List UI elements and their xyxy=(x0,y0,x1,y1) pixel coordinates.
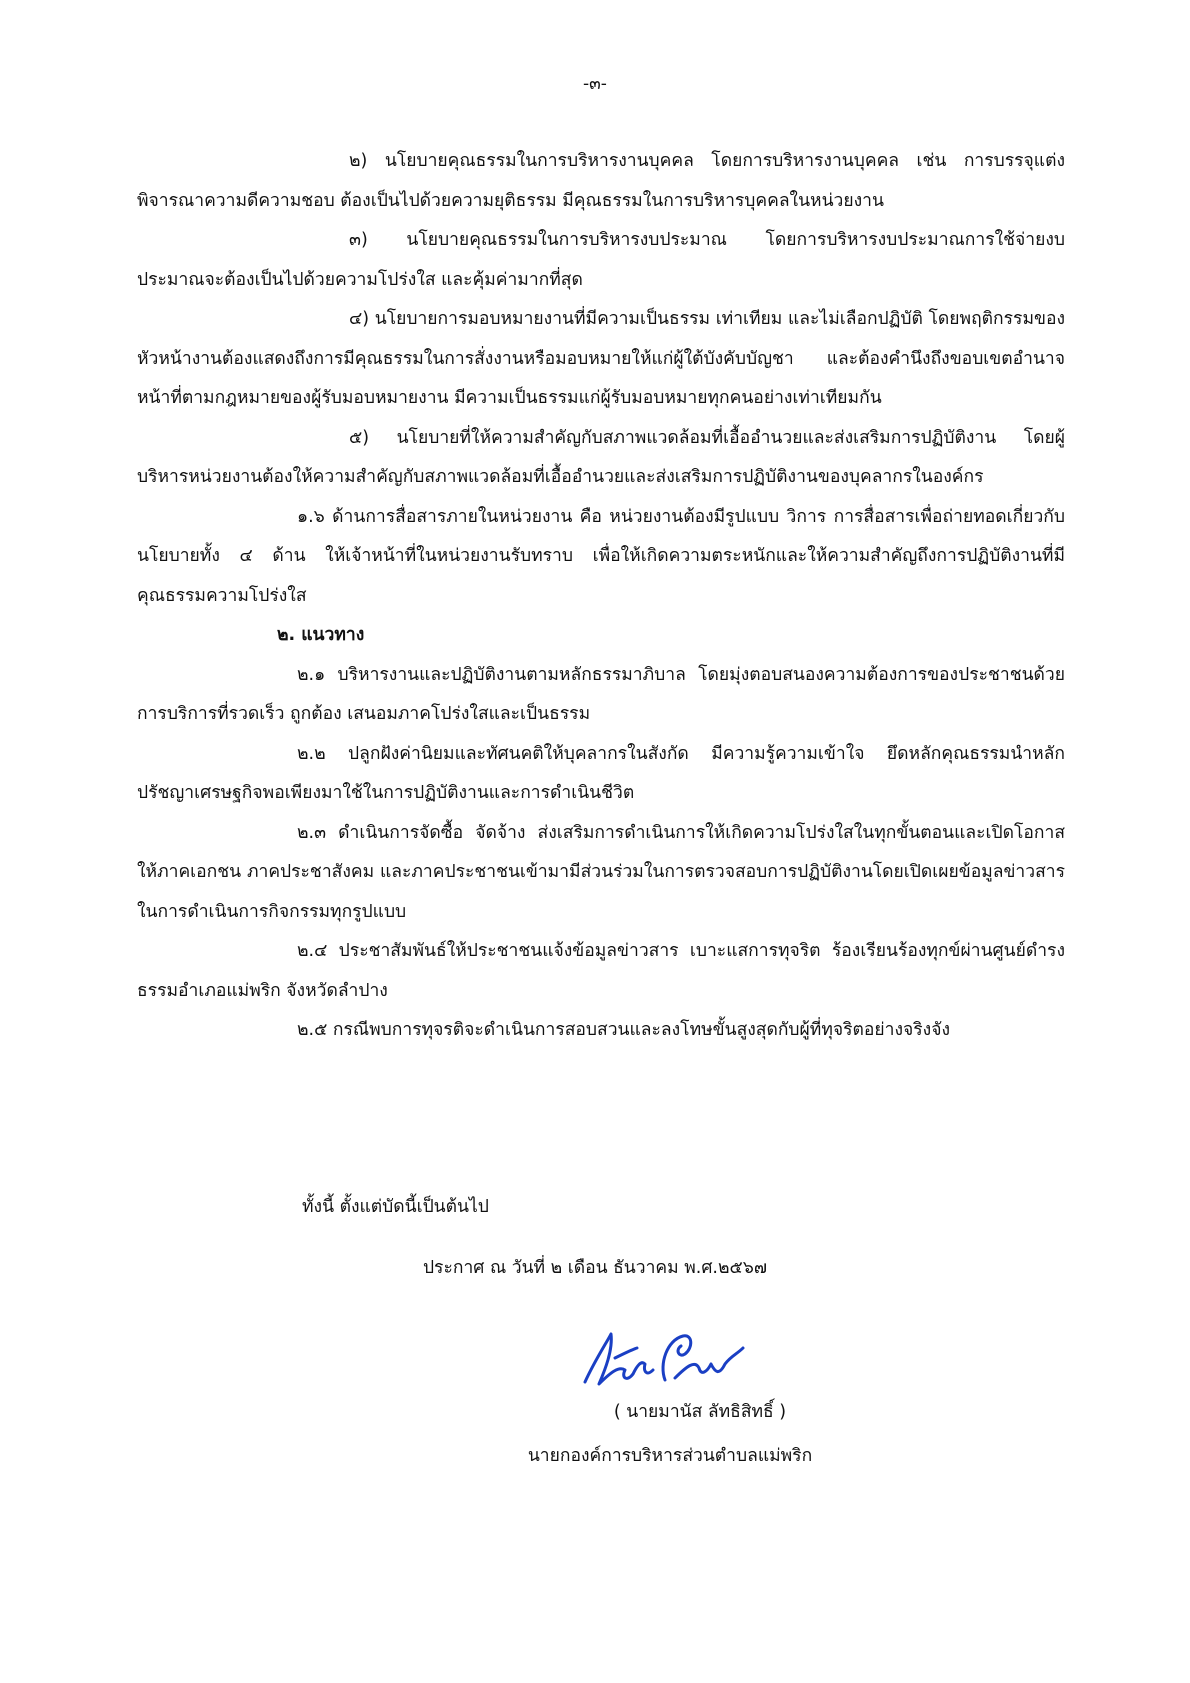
signer-position: นายกองค์การบริหารส่วนตำบลแม่พริก xyxy=(527,1446,813,1466)
guideline-2-2: ๒.๒ ปลูกฝังค่านิยมและทัศนคติให้บุคลากรในสังกัด มีความรู้ความเข้าใจ ยึดหลักคุณธรรมนำหลักปรัชญาเศรษฐกิจพอเพียงมาใช้ในการปฏิบัติงานและการดำเนินชีวิต xyxy=(137,743,1065,803)
closing-statement: ทั้งนี้ ตั้งแต่บัดนี้เป็นต้นไป xyxy=(302,1197,489,1217)
policy-paragraph-5: ๕) นโยบายที่ให้ความสำคัญกับสภาพแวดล้อมที่เอื้ออำนวยและส่งเสริมการปฏิบัติงาน โดยผู้บริหารหน่วยงานต้องให้ความสำคัญกับสภาพแวดล้อมที่เอื้ออำนวยและส่งเสริมการปฏิบัติงานของบุคลากรในองค์กร xyxy=(137,427,1065,487)
policy-paragraph-2: ๒) นโยบายคุณธรรมในการบริหารงานบุคคล โดยการบริหารงานบุคคล เช่น การบรรจุแต่งพิจารณาความดีความชอบ ต้องเป็นไปด้วยความยุติธรรม มีคุณธรรมในการบริหารบุคคลในหน่วยงาน xyxy=(137,151,1065,211)
section-heading: ๒. แนวทาง xyxy=(277,625,365,645)
guideline-2-1: ๒.๑ บริหารงานและปฏิบัติงานตามหลักธรรมาภิบาล โดยมุ่งตอบสนองความต้องการของประชาชนด้วยการบริการที่รวดเร็ว ถูกต้อง เสนอมภาคโปร่งใสและเป็นธรรม xyxy=(137,664,1065,724)
policy-paragraph-4: ๔) นโยบายการมอบหมายงานที่มีความเป็นธรรม เท่าเทียม และไม่เลือกปฏิบัติ โดยพฤติกรรมของหัวหน้างานต้องแสดงถึงการมีคุณธรรมในการสั่งงานหรือมอบหมายให้แก่ผู้ใต้บังคับบัญชา และต้องคำนึงถึงขอบเขตอำนาจหน้าที่ตามกฎหมายของผู้รับมอบหมายงาน มีความเป็นธรรมแก่ผู้รับมอบหมายทุกคนอย่างเท่าเทียมกัน xyxy=(137,309,1065,408)
communication-paragraph: ๑.๖ ด้านการสื่อสารภายในหน่วยงาน คือ หน่วยงานต้องมีรูปแบบ วิการ การสื่อสารเพื่อถ่ายทอดเกี่ยวกับนโยบายทั้ง ๔ ด้าน ให้เจ้าหน้าที่ในหน่วยงานรับทราบ เพื่อให้เกิดความตระหนักและให้ความสำคัญถึงการปฏิบัติงานที่มีคุณธรรมความโปร่งใส xyxy=(137,506,1065,606)
guideline-2-3: ๒.๓ ดำเนินการจัดซื้อ จัดจ้าง ส่งเสริมการดำเนินการให้เกิดความโปร่งใสในทุกขั้นตอนและเปิดโอกาสให้ภาคเอกชน ภาคประชาสังคม และภาคประชาชนเข้ามามีส่วนร่วมในการตรวจสอบการปฏิบัติงานโดยเปิดเผยข้อมูลข่าวสารในการดำเนินการกิจกรรมทุกรูปแบบ xyxy=(137,822,1065,922)
announcement-date-text: ประกาศ ณ วันที่ ๒ เดือน ธันวาคม พ.ศ.๒๕๖๗ xyxy=(422,1258,768,1278)
guideline-2-5: ๒.๕ กรณีพบการทุจรติจะดำเนินการสอบสวนและลงโทษขั้นสูงสุดกับผู้ที่ทุจริตอย่างจริงจัง xyxy=(297,1020,951,1040)
signer-name: ( นายมานัส ลัทธิสิทธิ์ ) xyxy=(613,1402,787,1422)
document-body xyxy=(137,142,1065,1051)
announcement-date xyxy=(0,1254,1190,1282)
guideline-2-4: ๒.๔ ประชาสัมพันธ์ให้ประชาชนแจ้งข้อมูลข่าวสาร เบาะแสการทุจริต ร้องเรียนร้องทุกข์ผ่านศูนย์ดำรงธรรมอำเภอแม่พริก จังหวัดลำปาง xyxy=(137,941,1065,1001)
page-number: -๓- xyxy=(583,74,607,94)
handwritten-signature xyxy=(575,1320,755,1404)
policy-paragraph-3: ๓) นโยบายคุณธรรมในการบริหารงบประมาณ โดยการบริหารงบประมาณการใช้จ่ายงบประมาณจะต้องเป็นไปด้วยความโปร่งใส และคุ้มค่ามากที่สุด xyxy=(137,230,1065,290)
